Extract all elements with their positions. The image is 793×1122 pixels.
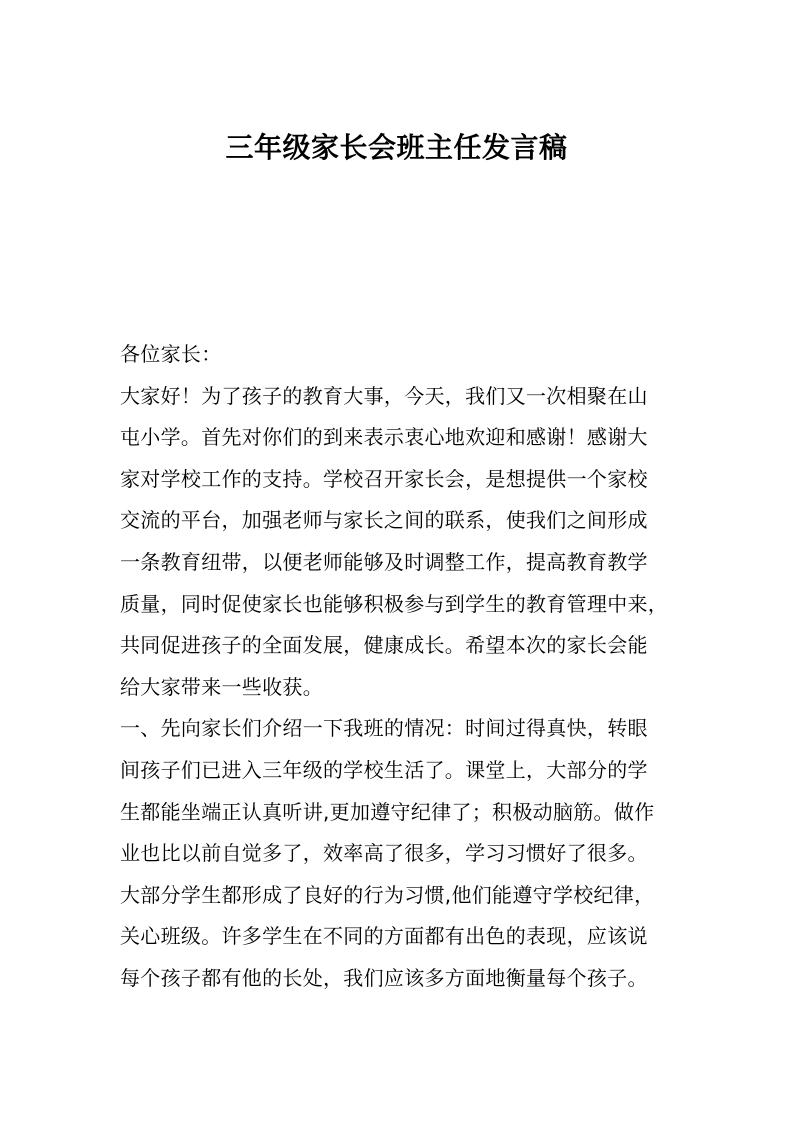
body-line: 生都能坐端正认真听讲,更加遵守纪律了；积极动脑筋。做作 bbox=[120, 799, 655, 824]
body-line: 业也比以前自觉多了，效率高了很多，学习习惯好了很多。 bbox=[120, 841, 648, 866]
body-line: 屯小学。首先对你们的到来表示衷心地欢迎和感谢！感谢大 bbox=[120, 425, 648, 450]
body-line: 共同促进孩子的全面发展，健康成长。希望本次的家长会能 bbox=[120, 633, 648, 658]
body-line: 一条教育纽带，以便老师能够及时调整工作，提高教育教学 bbox=[120, 549, 648, 574]
document-title: 三年级家长会班主任发言稿 bbox=[225, 131, 568, 164]
body-line: 每个孩子都有他的长处，我们应该多方面地衡量每个孩子。 bbox=[120, 965, 648, 990]
body-line: 关心班级。许多学生在不同的方面都有出色的表现，应该说 bbox=[120, 924, 648, 949]
body-line: 质量，同时促使家长也能够积极参与到学生的教育管理中来， bbox=[120, 591, 669, 616]
body-line: 间孩子们已进入三年级的学校生活了。课堂上，大部分的学 bbox=[120, 757, 648, 782]
document-body bbox=[120, 334, 700, 1000]
body-line: 给大家带来一些收获。 bbox=[120, 674, 323, 699]
body-line: 交流的平台，加强老师与家长之间的联系，使我们之间形成 bbox=[120, 508, 648, 533]
body-line: 大部分学生都形成了良好的行为习惯,他们能遵守学校纪律， bbox=[120, 882, 655, 907]
section-one-line: 一、先向家长们介绍一下我班的情况：时间过得真快，转眼 bbox=[120, 716, 648, 741]
body-line: 家对学校工作的支持。学校召开家长会，是想提供一个家校 bbox=[120, 466, 648, 491]
salutation-line: 各位家长： bbox=[120, 342, 222, 366]
body-line: 大家好！为了孩子的教育大事，今天，我们又一次相聚在山 bbox=[120, 383, 648, 408]
